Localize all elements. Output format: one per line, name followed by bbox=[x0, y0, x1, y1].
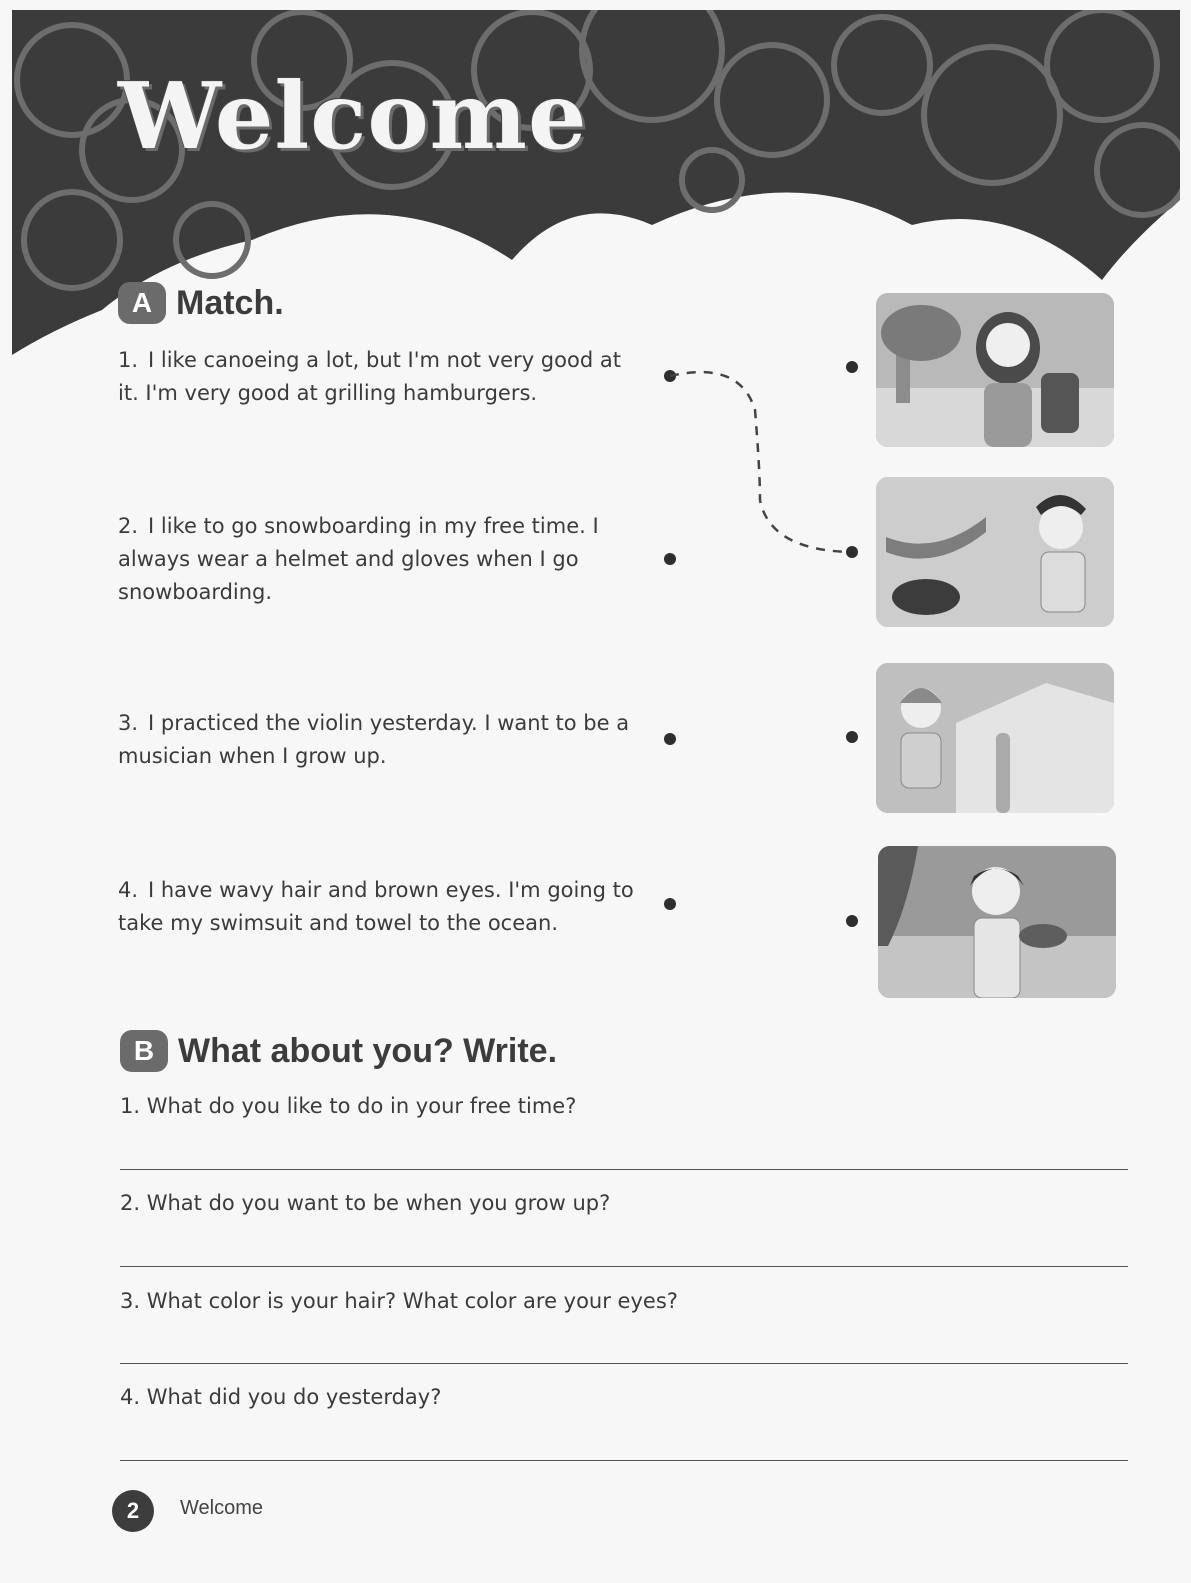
match-item-text: I practiced the violin yesterday. I want to be a musician when I grow up. bbox=[118, 711, 630, 768]
question-text: What did you do yesterday? bbox=[146, 1385, 442, 1409]
question-text: What color is your hair? What color are your eyes? bbox=[146, 1289, 678, 1313]
child-snowboarding-icon bbox=[876, 663, 1114, 813]
section-b-heading bbox=[120, 1030, 557, 1072]
match-dot-left-3[interactable] bbox=[664, 733, 676, 745]
boy-grilling-canoe-icon bbox=[876, 477, 1114, 627]
question-number: 1. bbox=[120, 1094, 141, 1118]
picture-boy-grilling bbox=[876, 477, 1114, 627]
match-item-text: I like to go snowboarding in my free time. I always wear a helmet and gloves when I go snowboarding. bbox=[118, 514, 599, 604]
boy-violin-stage-icon bbox=[878, 846, 1116, 998]
picture-snowboarding bbox=[876, 663, 1114, 813]
match-dot-right-4[interactable] bbox=[846, 915, 858, 927]
question-number: 4. bbox=[120, 1385, 141, 1409]
picture-girl-beach bbox=[876, 293, 1114, 447]
answer-line-3[interactable] bbox=[120, 1363, 1128, 1364]
question-text: What do you want to be when you grow up? bbox=[146, 1191, 611, 1215]
section-a-heading bbox=[118, 282, 284, 324]
answer-line-4[interactable] bbox=[120, 1460, 1128, 1461]
match-item-4 bbox=[118, 874, 648, 940]
answer-line-1[interactable] bbox=[120, 1169, 1128, 1170]
section-b-title: What about you? Write. bbox=[178, 1031, 558, 1070]
match-item-1 bbox=[118, 344, 648, 410]
question-text: What do you like to do in your free time? bbox=[146, 1094, 577, 1118]
section-a-badge: A bbox=[118, 282, 166, 324]
match-item-2 bbox=[118, 510, 648, 609]
question-4 bbox=[120, 1385, 441, 1409]
footer-label: Welcome bbox=[180, 1497, 263, 1519]
page-title: Welcome bbox=[118, 62, 588, 170]
match-item-number: 1. bbox=[118, 348, 139, 372]
answer-line-2[interactable] bbox=[120, 1266, 1128, 1267]
match-dot-left-4[interactable] bbox=[664, 898, 676, 910]
girl-beach-swimsuit-icon bbox=[876, 293, 1114, 447]
match-item-number: 2. bbox=[118, 514, 139, 538]
match-item-number: 4. bbox=[118, 878, 139, 902]
match-item-text: I like canoeing a lot, but I'm not very good at it. I'm very good at grilling hamburgers. bbox=[118, 348, 621, 405]
section-a-title: Match. bbox=[176, 283, 284, 322]
question-3 bbox=[120, 1289, 678, 1313]
page-number-badge: 2 bbox=[112, 1490, 154, 1532]
section-b-badge: B bbox=[120, 1030, 168, 1072]
question-number: 2. bbox=[120, 1191, 141, 1215]
question-number: 3. bbox=[120, 1289, 141, 1313]
match-item-text: I have wavy hair and brown eyes. I'm going to take my swimsuit and towel to the ocean. bbox=[118, 878, 634, 935]
match-item-3 bbox=[118, 707, 648, 773]
match-dot-right-3[interactable] bbox=[846, 731, 858, 743]
example-match-line bbox=[660, 360, 860, 570]
match-item-number: 3. bbox=[118, 711, 139, 735]
question-2 bbox=[120, 1191, 610, 1215]
question-1 bbox=[120, 1094, 576, 1118]
picture-violin bbox=[878, 846, 1116, 998]
